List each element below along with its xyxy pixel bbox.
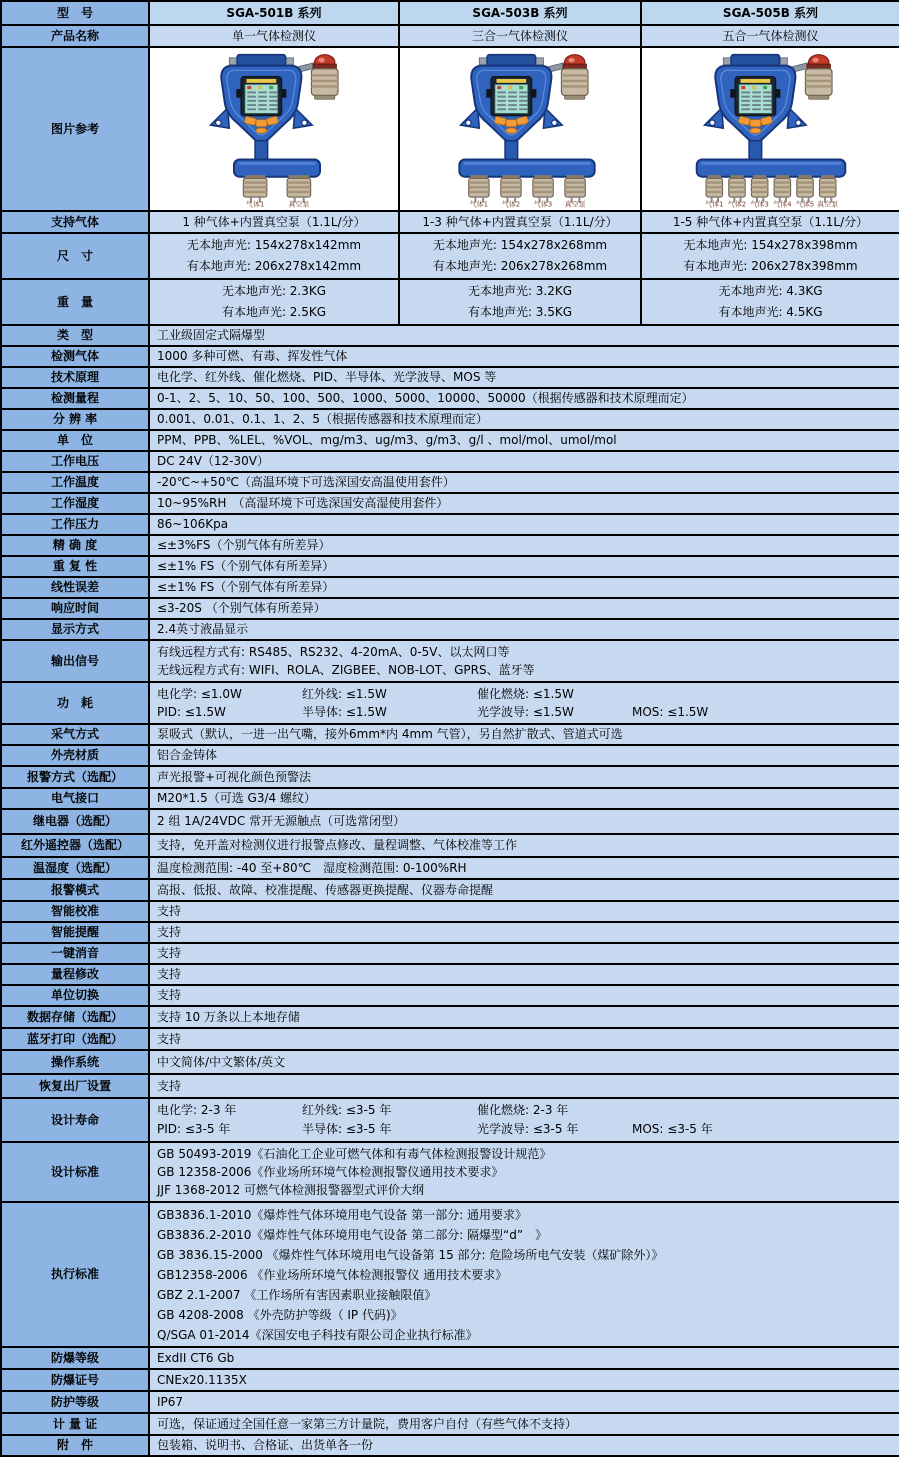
spec-value-line: GB 50493-2019《石油化工企业可燃气体和有毒气体检测报警设计规范》 [157, 1146, 552, 1161]
spec-row-20 [1, 724, 899, 745]
spec-value: M20*1.5（可选 G3/4 螺纹） [149, 788, 899, 809]
spec-value-col1 [399, 233, 641, 279]
spec-label: 设计标准 [1, 1142, 149, 1202]
spec-value [149, 1142, 899, 1202]
spec-row-32 [1, 985, 899, 1006]
spec-row-27 [1, 879, 899, 901]
spec-row-22 [1, 766, 899, 788]
spec-row-34 [1, 1028, 899, 1050]
spec-row-38 [1, 1142, 899, 1202]
spec-value: CNEx20.1135X [149, 1369, 899, 1391]
spec-value: 支持，免开盖对检测仪进行报警点修改、量程调整、气体校准等工作 [149, 834, 899, 857]
spec-label: 技术原理 [1, 367, 149, 388]
spec-label: 输出信号 [1, 640, 149, 682]
product-image-cell-0 [149, 47, 399, 211]
spec-row-3 [1, 325, 899, 346]
series-name-2: SGA-505B 系列 [641, 1, 899, 25]
spec-row-39 [1, 1202, 899, 1347]
top-cap [731, 55, 779, 66]
spec-label: 量程修改 [1, 964, 149, 985]
stem [255, 141, 268, 161]
spec-value-segment: 电化学: 2-3 年 [157, 1102, 237, 1117]
spec-value-line: 无本地声光: 2.3KG [221, 284, 327, 298]
spec-label: 电气接口 [1, 788, 149, 809]
spec-value-line: GB3836.2-2010《爆炸性气体环境用电气设备 第二部分: 隔爆型“d” 》 [157, 1227, 548, 1242]
spec-label: 工作温度 [1, 472, 149, 493]
spec-label: 温湿度（选配） [1, 857, 149, 879]
sensor-label: 真空泵 [288, 199, 310, 208]
spec-label: 报警模式 [1, 879, 149, 901]
spec-value: 声光报警+可视化颜色预警法 [149, 766, 899, 788]
spec-value-line: 无本地声光: 154x278x398mm [683, 238, 858, 252]
sensor-label: 气体5 [795, 199, 814, 208]
spec-value-segment: 光学波导: ≤1.5W [477, 705, 574, 719]
spec-value: 0-1、2、5、10、50、100、500、1000、5000、10000、50000（根据传感器和技术原理而定） [149, 388, 899, 409]
spec-label: 功 耗 [1, 682, 149, 724]
spec-row-30 [1, 943, 899, 964]
spec-value: ≤±1% FS（个别气体有所差异） [149, 556, 899, 577]
spec-label: 显示方式 [1, 619, 149, 640]
spec-value-line: 有线远程方式有: RS485、RS232、4-20mA、0-5V、以太网口等 [157, 644, 510, 659]
sensor-label: 气体3 [533, 199, 553, 208]
spec-value: -20℃~+50℃（高温环境下可选深国安高温使用套件） [149, 472, 899, 493]
spec-row-35 [1, 1050, 899, 1074]
spec-row-21 [1, 745, 899, 766]
spec-value-segment: MOS: ≤3-5 年 [632, 1122, 713, 1136]
product-name-2: 五合一气体检测仪 [641, 25, 899, 47]
spec-value: PPM、PPB、%LEL、%VOL、mg/m3、ug/m3、g/m3、g/l 、mol/mol、umol/mol [149, 430, 899, 451]
spec-value: 支持 [149, 943, 899, 964]
spec-label: 采气方式 [1, 724, 149, 745]
spec-row-31 [1, 964, 899, 985]
spec-label: 蓝牙打印（选配） [1, 1028, 149, 1050]
spec-label: 单 位 [1, 430, 149, 451]
spec-value-segment: 红外线: ≤3-5 年 [302, 1102, 392, 1117]
sensor-label: 气体1 [704, 199, 724, 208]
spec-value: 10~95%RH （高湿环境下可选深国安高湿使用套件） [149, 493, 899, 514]
spec-value: ExdII CT6 Gb [149, 1347, 899, 1369]
product-image-SGA-501B [157, 50, 397, 208]
spec-value: ≤3-20S （个别气体有所差异） [149, 598, 899, 619]
spec-row-19 [1, 682, 899, 724]
spec-label: 支持气体 [1, 211, 149, 233]
spec-label: 智能提醒 [1, 922, 149, 943]
spec-label: 工作湿度 [1, 493, 149, 514]
alarm-beacon-icon [805, 55, 832, 100]
gas-sensor-icon [705, 175, 724, 208]
gas-sensor-icon [750, 175, 769, 208]
spec-label: 设计寿命 [1, 1098, 149, 1142]
sensor-label: 真空泵 [816, 199, 838, 208]
spec-value-col2 [641, 279, 899, 325]
spec-label: 继电器（选配） [1, 809, 149, 834]
spec-value-line: GB12358-2006 《作业场所环境气体检测报警仪 通用技术要求》 [157, 1267, 508, 1282]
spec-row-12 [1, 514, 899, 535]
spec-value-segment: 电化学: ≤1.0W [157, 686, 242, 701]
spec-value: 支持 [149, 1074, 899, 1098]
spec-value-segment: 红外线: ≤1.5W [302, 686, 387, 701]
brand-strip [246, 79, 276, 83]
spec-row-25 [1, 834, 899, 857]
gas-sensor-icon [243, 175, 266, 208]
left-screen-button [486, 89, 491, 98]
spec-row-37 [1, 1098, 899, 1142]
spec-value [149, 1098, 899, 1142]
spec-value-line: GB 12358-2006《作业场所环境气体检测报警仪通用技术要求》 [157, 1164, 504, 1179]
spec-value-line: 无本地声光: 3.2KG [467, 284, 573, 298]
spec-row-0 [1, 211, 899, 233]
spec-value-col0 [149, 279, 399, 325]
alarm-beacon-icon [311, 55, 338, 100]
spec-label: 智能校准 [1, 901, 149, 922]
spec-label: 响应时间 [1, 598, 149, 619]
header-row [1, 1, 899, 25]
product-image-SGA-505B [651, 50, 891, 208]
spec-value: IP67 [149, 1391, 899, 1413]
spec-value [149, 682, 899, 724]
spec-label: 检测量程 [1, 388, 149, 409]
spec-label: 防爆等级 [1, 1347, 149, 1369]
spec-label: 操作系统 [1, 1050, 149, 1074]
spec-value-line: 无本地声光: 154x278x142mm [186, 238, 362, 252]
spec-row-33 [1, 1006, 899, 1028]
spec-value-line: 有本地声光: 2.5KG [221, 305, 327, 319]
spec-value-line: 有本地声光: 3.5KG [467, 305, 573, 319]
spec-value-segment: 催化燃烧: ≤1.5W [477, 686, 574, 701]
spec-row-4 [1, 346, 899, 367]
spec-value-line: 有本地声光: 4.5KG [718, 305, 823, 319]
left-screen-button [236, 89, 241, 98]
spec-value-line: 有本地声光: 206x278x142mm [186, 259, 362, 273]
spec-value-segment: 催化燃烧: 2-3 年 [477, 1102, 569, 1117]
product-name-row [1, 25, 899, 47]
spec-label: 尺 寸 [1, 233, 149, 279]
spec-label: 数据存储（选配） [1, 1006, 149, 1028]
product-image-SGA-503B [407, 50, 641, 208]
product-name-1: 三合一气体检测仪 [399, 25, 641, 47]
sensor-label: 气体1 [469, 199, 489, 208]
display-screen [236, 77, 286, 116]
spec-value-segment: MOS: ≤1.5W [632, 705, 709, 719]
spec-value: 支持 10 万条以上本地存储 [149, 1006, 899, 1028]
sensor-label: 气体1 [245, 199, 265, 208]
alarm-beacon-icon [561, 55, 588, 100]
spec-label: 报警方式（选配） [1, 766, 149, 788]
spec-value: 支持 [149, 964, 899, 985]
spec-row-9 [1, 451, 899, 472]
spec-value: 铝合金铸体 [149, 745, 899, 766]
spec-row-1 [1, 233, 899, 279]
spec-label: 外壳材质 [1, 745, 149, 766]
spec-value: 2 组 1A/24VDC 常开无源触点（可选常闭型） [149, 809, 899, 834]
spec-value-line: GBZ 2.1-2007 《工作场所有害因素职业接触限值》 [157, 1287, 437, 1302]
product-name-label: 产品名称 [1, 25, 149, 47]
spec-value-line: 无本地声光: 4.3KG [718, 284, 823, 298]
spec-value-segment: PID: ≤1.5W [157, 705, 226, 719]
gas-sensor-icon [533, 175, 553, 208]
spec-value-segment: 半导体: ≤1.5W [302, 705, 387, 719]
spec-row-18 [1, 640, 899, 682]
spec-value: ≤±3%FS（个别气体有所差异） [149, 535, 899, 556]
spec-label: 计 量 证 [1, 1413, 149, 1435]
spec-row-5 [1, 367, 899, 388]
spec-value-line: GB 3836.15-2000 《爆炸性气体环境用电气设备第 15 部分: 危险场所电气安装（煤矿除外）》 [157, 1247, 664, 1262]
spec-value-line [157, 685, 892, 704]
spec-label: 红外遥控器（选配） [1, 834, 149, 857]
spec-label: 防爆证号 [1, 1369, 149, 1391]
spec-label: 类 型 [1, 325, 149, 346]
display-screen [486, 77, 536, 116]
spec-row-24 [1, 809, 899, 834]
right-screen-button [281, 89, 286, 98]
spec-value-line: JJF 1368-2012 可燃气体检测报警器型式评价大纲 [157, 1183, 425, 1198]
spec-row-10 [1, 472, 899, 493]
spec-label: 附 件 [1, 1435, 149, 1456]
spec-value-segment: PID: ≤3-5 年 [157, 1122, 231, 1136]
sensor-label: 气体3 [749, 199, 769, 208]
gas-sensor-icon [773, 175, 792, 208]
spec-value-line: GB 4208-2008 《外壳防护等级（ IP 代码)》 [157, 1307, 403, 1322]
sensor-label: 气体4 [772, 199, 792, 208]
display-screen [730, 77, 780, 116]
spec-value-col2 [641, 233, 899, 279]
spec-value: 温度检测范围: -40 至+80℃ 湿度检测范围: 0-100%RH [149, 857, 899, 879]
gas-sensor-icon [727, 175, 746, 208]
sensor-label: 真空泵 [564, 199, 586, 208]
spec-value: 86~106Kpa [149, 514, 899, 535]
spec-row-29 [1, 922, 899, 943]
spec-row-13 [1, 535, 899, 556]
series-name-0: SGA-501B 系列 [149, 1, 399, 25]
spec-row-16 [1, 598, 899, 619]
spec-value-line: 有本地声光: 206x278x268mm [432, 259, 608, 273]
spec-label: 防护等级 [1, 1391, 149, 1413]
spec-row-14 [1, 556, 899, 577]
spec-row-42 [1, 1391, 899, 1413]
spec-value-col1: 1-3 种气体+内置真空泵（1.1L/分） [399, 211, 641, 233]
gas-sensor-icon [795, 175, 814, 208]
right-screen-button [531, 89, 536, 98]
spec-row-2 [1, 279, 899, 325]
spec-value: 0.001、0.01、0.1、1、2、5（根据传感器和技术原理而定） [149, 409, 899, 430]
spec-value-line: GB3836.1-2010《爆炸性气体环境用电气设备 第一部分: 通用要求》 [157, 1207, 528, 1222]
left-screen-button [730, 89, 735, 98]
top-cap [487, 55, 535, 66]
stem [505, 141, 518, 161]
spec-label: 单位切换 [1, 985, 149, 1006]
spec-row-11 [1, 493, 899, 514]
spec-value: 高报、低报、故障、校准提醒、传感器更换提醒、仪器寿命提醒 [149, 879, 899, 901]
spec-value: 包装箱、说明书、合格证、出货单各一份 [149, 1435, 899, 1456]
spec-row-6 [1, 388, 899, 409]
spec-label: 线性误差 [1, 577, 149, 598]
spec-value [149, 640, 899, 682]
product-image-cell-1 [399, 47, 641, 211]
spec-row-28 [1, 901, 899, 922]
gas-sensor-icon [287, 175, 310, 208]
spec-value-col1 [399, 279, 641, 325]
stem [749, 141, 762, 161]
gas-sensor-icon [565, 175, 586, 208]
spec-value [149, 1202, 899, 1347]
brand-strip [740, 79, 770, 83]
spec-value-col2: 1-5 种气体+内置真空泵（1.1L/分） [641, 211, 899, 233]
spec-value: 支持 [149, 1028, 899, 1050]
spec-row-41 [1, 1369, 899, 1391]
spec-value: DC 24V（12-30V） [149, 451, 899, 472]
spec-value: 支持 [149, 901, 899, 922]
spec-value-line: Q/SGA 01-2014《深国安电子科技有限公司企业执行标准》 [157, 1327, 478, 1342]
series-name-1: SGA-503B 系列 [399, 1, 641, 25]
spec-value-line [157, 1101, 892, 1121]
spec-label: 工作压力 [1, 514, 149, 535]
spec-row-7 [1, 409, 899, 430]
spec-value: 中文简体/中文繁体/英文 [149, 1050, 899, 1074]
gas-sensor-icon [501, 175, 521, 208]
spec-value-line: 无本地声光: 154x278x268mm [432, 238, 608, 252]
spec-row-23 [1, 788, 899, 809]
spec-value-col0: 1 种气体+内置真空泵（1.1L/分） [149, 211, 399, 233]
spec-label: 重 复 性 [1, 556, 149, 577]
spec-value: 电化学、红外线、催化燃烧、PID、半导体、光学波导、MOS 等 [149, 367, 899, 388]
spec-value: 支持 [149, 985, 899, 1006]
spec-row-15 [1, 577, 899, 598]
product-image-cell-2 [641, 47, 899, 211]
spec-label: 检测气体 [1, 346, 149, 367]
spec-label: 恢复出厂设置 [1, 1074, 149, 1098]
spec-value: 2.4英寸液晶显示 [149, 619, 899, 640]
spec-value: 工业级固定式隔爆型 [149, 325, 899, 346]
brand-strip [496, 79, 526, 83]
spec-label: 工作电压 [1, 451, 149, 472]
spec-label: 精 确 度 [1, 535, 149, 556]
spec-row-40 [1, 1347, 899, 1369]
spec-value-line [157, 1120, 892, 1140]
spec-value: 可选，保证通过全国任意一家第三方计量院，费用客户自付（有些气体不支持） [149, 1413, 899, 1435]
spec-value: 1000 多种可燃、有毒、挥发性气体 [149, 346, 899, 367]
image-row [1, 47, 899, 211]
spec-value: 泵吸式（默认，一进一出气嘴，接外6mm*内 4mm 气管），另自然扩散式、管道式可选 [149, 724, 899, 745]
image-row-label: 图片参考 [1, 47, 149, 211]
spec-row-43 [1, 1413, 899, 1435]
spec-value-line: 有本地声光: 206x278x398mm [683, 259, 858, 273]
spec-label: 重 量 [1, 279, 149, 325]
spec-value-col0 [149, 233, 399, 279]
spec-row-8 [1, 430, 899, 451]
spec-value: 支持 [149, 922, 899, 943]
product-name-0: 单一气体检测仪 [149, 25, 399, 47]
spec-value-line [157, 703, 892, 722]
sensor-label: 气体2 [501, 199, 521, 208]
spec-row-36 [1, 1074, 899, 1098]
header-label: 型 号 [1, 1, 149, 25]
right-screen-button [774, 89, 779, 98]
spec-value: ≤±1% FS（个别气体有所差异） [149, 577, 899, 598]
gas-sensor-icon [817, 175, 838, 208]
spec-row-17 [1, 619, 899, 640]
spec-row-44 [1, 1435, 899, 1456]
sensor-label: 气体2 [727, 199, 746, 208]
spec-label: 分 辨 率 [1, 409, 149, 430]
spec-label: 一键消音 [1, 943, 149, 964]
spec-row-26 [1, 857, 899, 879]
spec-label: 执行标准 [1, 1202, 149, 1347]
gas-sensor-icon [469, 175, 489, 208]
spec-value-segment: 半导体: ≤3-5 年 [302, 1122, 392, 1136]
spec-value-segment: 光学波导: ≤3-5 年 [477, 1122, 579, 1136]
top-cap [237, 55, 285, 66]
spec-value-line: 无线远程方式有: WIFI、ROLA、ZIGBEE、NOB-LOT、GPRS、蓝牙等 [157, 663, 535, 677]
